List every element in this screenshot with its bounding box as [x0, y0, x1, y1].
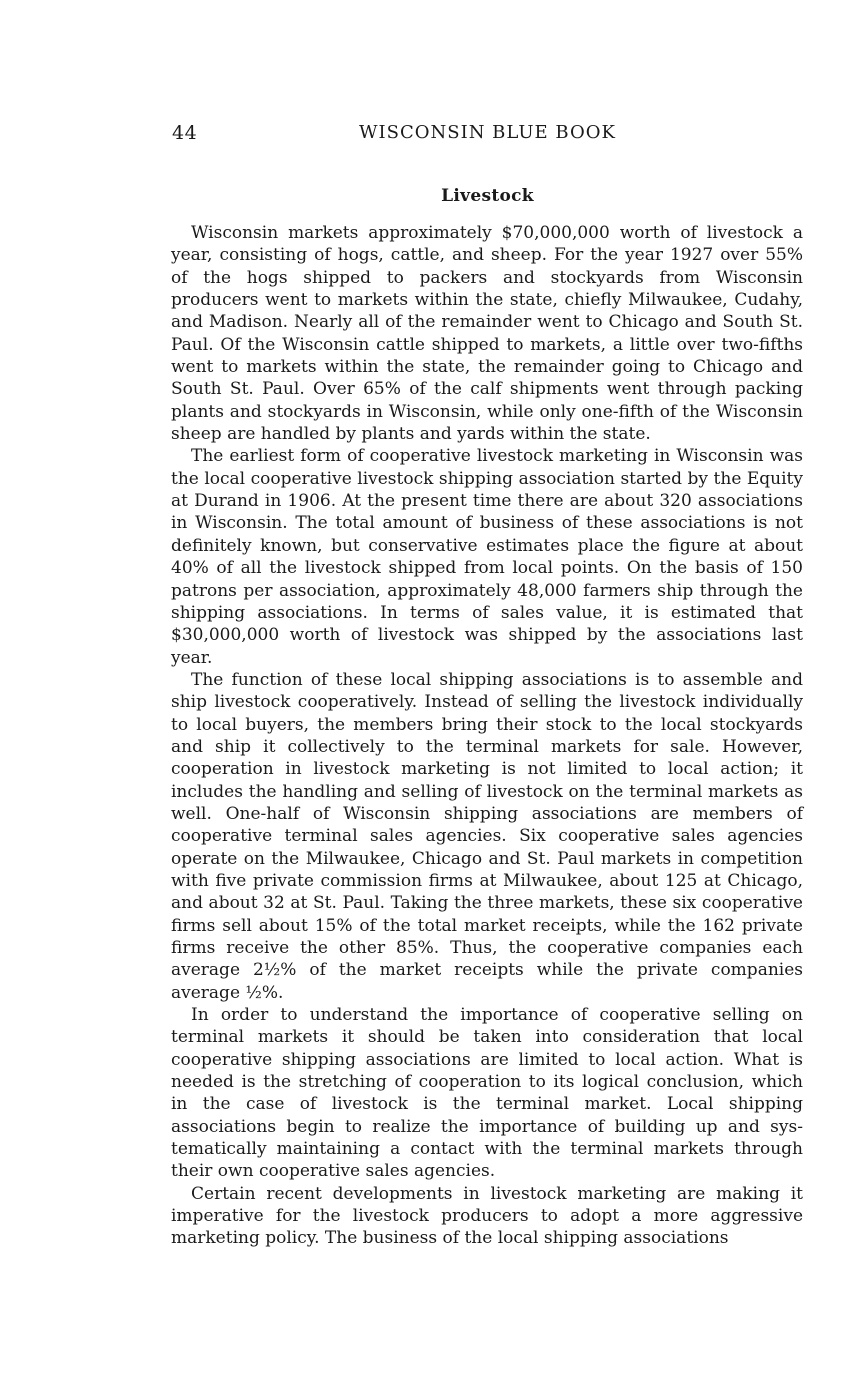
paragraph-5: Certain recent developments in livestock marketing are making it imperative for the livestock producers to adopt a more aggressive marketing policy. The business of the local shipping associations — [171, 1183, 803, 1249]
body-text — [171, 222, 803, 1250]
paragraph-3: The function of these local shipping associations is to assemble and ship livestock cooperatively. Instead of selling the livestock individually to local buyers, the members bring their stock to the local stockyards and ship it collectively to the terminal markets for sale. However, cooperation in livestock marketing is not limited to local action; it includes the handling and selling of livestock on the terminal markets as well. One-half of Wisconsin shipping associations are members of cooperative terminal sales agencies. Six cooperative sales agencies operate on the Milwaukee, Chicago and St. Paul markets in competition with five private commission firms at Milwaukee, about 125 at Chicago, and about 32 at St. Paul. Taking the three markets, these six cooperative firms sell about 15% of the total market receipts, while the 162 private firms receive the other 85%. Thus, the cooperative companies each average 2½% of the market receipts while the private companies average ½%. — [171, 669, 803, 1003]
section-title: Livestock — [441, 186, 534, 206]
paragraph-2: The earliest form of cooperative livestock marketing in Wisconsin was the local cooperative livestock shipping association started by the Equity at Durand in 1906. At the present time there are about 320 associations in Wisconsin. The total amount of business of these associations is not definitely known, but conservative estimates place the figure at about 40% of all the livestock shipped from local points. On the basis of 150 patrons per association, approximately 48,000 farmers ship through the shipping associations. In terms of sales value, it is estimated that $30,000,000 worth of livestock was shipped by the associations last year. — [171, 446, 803, 668]
paragraph-4: In order to understand the importance of cooperative selling on terminal markets it should be taken into consideration that local cooperative shipping associations are limited to local action. What is needed is the stretching of cooperation to its logical conclusion, which in the case of livestock is the terminal market. Local shipping associations begin to realize the importance of building up and systematically maintaining a contact with the terminal markets through their own cooperative sales agencies. — [171, 1005, 803, 1182]
running-title: WISCONSIN BLUE BOOK — [359, 122, 616, 143]
page-number: 44 — [172, 122, 198, 144]
paragraph-1: Wisconsin markets approximately $70,000,000 worth of livestock a year, consisting of hogs, cattle, and sheep. For the year 1927 over 55% of the hogs shipped to packers and stockyards from Wisconsin producers went to markets within the state, chiefly Milwaukee, Cudahy, and Madison. Nearly all of the remainder went to Chicago and South St. Paul. Of the Wisconsin cattle shipped to markets, a little over two-fifths went to markets within the state, the remainder going to Chicago and South St. Paul. Over 65% of the calf shipments went through packing plants and stockyards in Wisconsin, while only one-fifth of the Wisconsin sheep are handled by plants and yards within the state. — [171, 223, 803, 445]
